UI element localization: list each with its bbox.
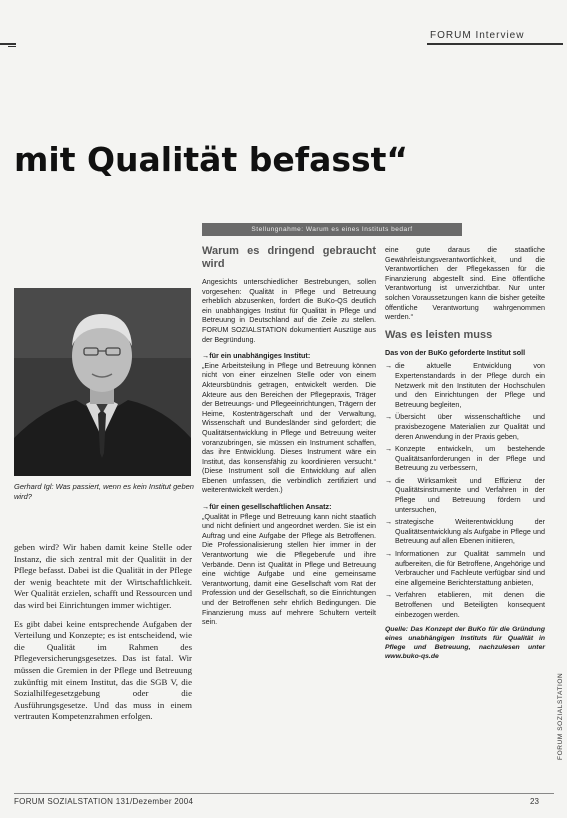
list-item: → Übersicht über wissenschaftliche und praxisbezogene Materialien zur Qualität und deren Anwendung in der Praxis geben, bbox=[385, 412, 545, 441]
sidebar-subheading: → für einen gesellschaftlichen Ansatz: bbox=[202, 502, 376, 512]
sidebar-paragraph: eine gute daraus die staatliche Gewährleistungsverantwortlichkeit, und die Verantwortlichen der Pflegekassen für die Finanzierung abgestellt sind. Eine öffentliche Verantwortung ist unverzichtbar. Nur unter solchen Voraussetzungen kann die bisher geteilte öffentliche Verantwortung wahrgenommen werden.“ bbox=[385, 245, 545, 322]
headline: mit Qualität befasst“ bbox=[14, 140, 409, 179]
sidebar-column-1 bbox=[202, 245, 376, 634]
list-item: → die aktuelle Entwicklung von Expertenstandards in der Pflege durch ein Netzwerk mit den Instituten der Hochschulen und den Einrichtungen der Pflege und Betreuung begleiten, bbox=[385, 361, 545, 409]
sidebar-paragraph: „Eine Arbeitsteilung in Pflege und Betreuung können nicht von einer einzelnen Stelle oder von einem Akteursbündnis getragen, entwickelt werden. Die Akteure aus den Bereichen der Pflegepraxis, Träger der Betreuungs- und Pflegeeinrichtungen, Trägern der Heime, Kostenträgerschaft und der Verwaltung, Wissenschaft und Bundesländer sind gefordert; die Qualitätsentwicklung in Pflege und Betreuung weiter voranzubringen, sie müssen ein Instrument schaffen, das ihre Entwicklung. Dieses Instrument wäre ein Institut, das konsensfähig zu koordinieren versucht.“ (Diese Instrument soll die Entwicklung auf allen Ebenen umfassen, die verbindlich zertifiziert und weiterentwickelt werden.) bbox=[202, 360, 376, 495]
page-number: 23 bbox=[530, 797, 539, 806]
sidebar-paragraph: „Qualität in Pflege und Betreuung kann nicht staatlich und nicht definiert und angeordnet werden. Sie ist ein Auftrag und eine Aufgabe der Pflege als Betroffenen. Die Professionalisierung stellen hier immer in der Verantwortung wie die Pflegeberufe und ihre Verbände. Denn ist Qualität in Pflege und Betreuung eine wichtige Aufgabe und eine gemeinsame Verantwortung, damit eine Gesellschaft vom Rat der Profession und der Gesellschaft, so die Einrichtungen und der Betroffenen sehr ehrlich Bedingungen. Die Finanzierung muss auf mehrere Schultern verteilt sein. bbox=[202, 511, 376, 627]
sidebar-title: Warum es dringend gebraucht wird bbox=[202, 245, 376, 270]
footer-rule bbox=[14, 793, 554, 794]
vertical-label-text: FORUM SOZIALSTATION bbox=[557, 672, 564, 760]
paragraph: geben wird? Wir haben damit keine Stelle oder Instanz, die sich zentral mit der Qualität in der Pflege befasst. Dabei ist die Qualität in der Pflege der wenig beachtete mit der Wirtschaftlichkeit. Wer Qualität erzielen, schafft und Ressourcen und das wird bei Einrichtungen immer wichtiger. bbox=[14, 542, 192, 610]
top-rule bbox=[427, 43, 563, 45]
list-item: → strategische Weiterentwicklung der Qualitätsentwicklung als Aufgabe in Pflege und Betreuung auf allen Ebenen initiieren, bbox=[385, 517, 545, 546]
portrait-photo bbox=[14, 288, 191, 476]
sidebar-section-title: Was es leisten muss bbox=[385, 328, 493, 341]
section-label: FORUM Interview bbox=[430, 30, 525, 41]
sidebar-column-2 bbox=[385, 245, 545, 661]
sidebar-intro: Angesichts unterschiedlicher Bestrebungen, sollen vorgesehen: Qualität in Pflege und Betreuung erheblich abzusenken, fordert die BuKo-QS deutlich ein unabhängiges Institut für Qualität in Pflege und Betreuung in Deutschland auf die Zeile zu stellen. FORUM SOZIALSTATION dokumentiert Auszüge aus der Begründung. bbox=[202, 277, 376, 344]
list-item: → Konzepte entwickeln, um bestehende Qualitätsanforderungen in der Pflege und Betreuung zu verbessern, bbox=[385, 444, 545, 473]
footer-publication: FORUM SOZIALSTATION 131/Dezember 2004 bbox=[14, 797, 194, 806]
sidebar-subheading: → für ein unabhängiges Institut: bbox=[202, 351, 376, 361]
top-rule-left bbox=[0, 43, 16, 45]
source-note: Quelle: Das Konzept der BuKo für die Gründung eines unabhängigen Instituts für Qualität in Pflege und Betreuung, nachzulesen unter www.buko-qs.de bbox=[385, 626, 545, 661]
list-item: → Verfahren etablieren, mit denen die Betroffenen und Beteiligten konsequent einbezogen werden. bbox=[385, 590, 545, 619]
paragraph: Es gibt dabei keine entsprechende Aufgaben der Verteilung und Konzepte; es ist entscheidend, wie die Qualität im Rahmen des Pflegeversicherungsgesetzes. Das ist fatal. Wir müssen die Gremien in der Pflege und Betreuung zukünftig mit einem Institut, das die SGB V, die Sozialhilfegesetzgebung oder die Ausführungsgesetze. Und das muss in einem vertrauten Kompetenzrahmen erfolgen. bbox=[14, 618, 192, 722]
sidebar-banner: Stellungnahme: Warum es eines Instituts bedarf bbox=[202, 223, 462, 236]
portrait-illustration bbox=[14, 288, 191, 476]
vertical-label bbox=[549, 610, 564, 760]
list-item: → die Wirksamkeit und Effizienz der Qualitätsinstrumente und Verfahren in der Pflege und Betreuung fördern und untersuchen, bbox=[385, 476, 545, 514]
list-item: → Informationen zur Qualität sammeln und aufbereiten, die für Betroffene, Angehörige und Verbraucher und Fachleute verfügbar sind und eine allgemeine Berichterstattung anbieten, bbox=[385, 549, 545, 587]
sidebar-lead: Das von der BuKo geforderte Institut soll bbox=[385, 347, 526, 357]
requirements-list bbox=[385, 361, 545, 619]
article-column-left bbox=[14, 542, 192, 730]
photo-caption: Gerhard Igl: Was passiert, wenn es kein Institut geben wird? bbox=[14, 482, 194, 501]
corner-mark bbox=[8, 46, 16, 47]
